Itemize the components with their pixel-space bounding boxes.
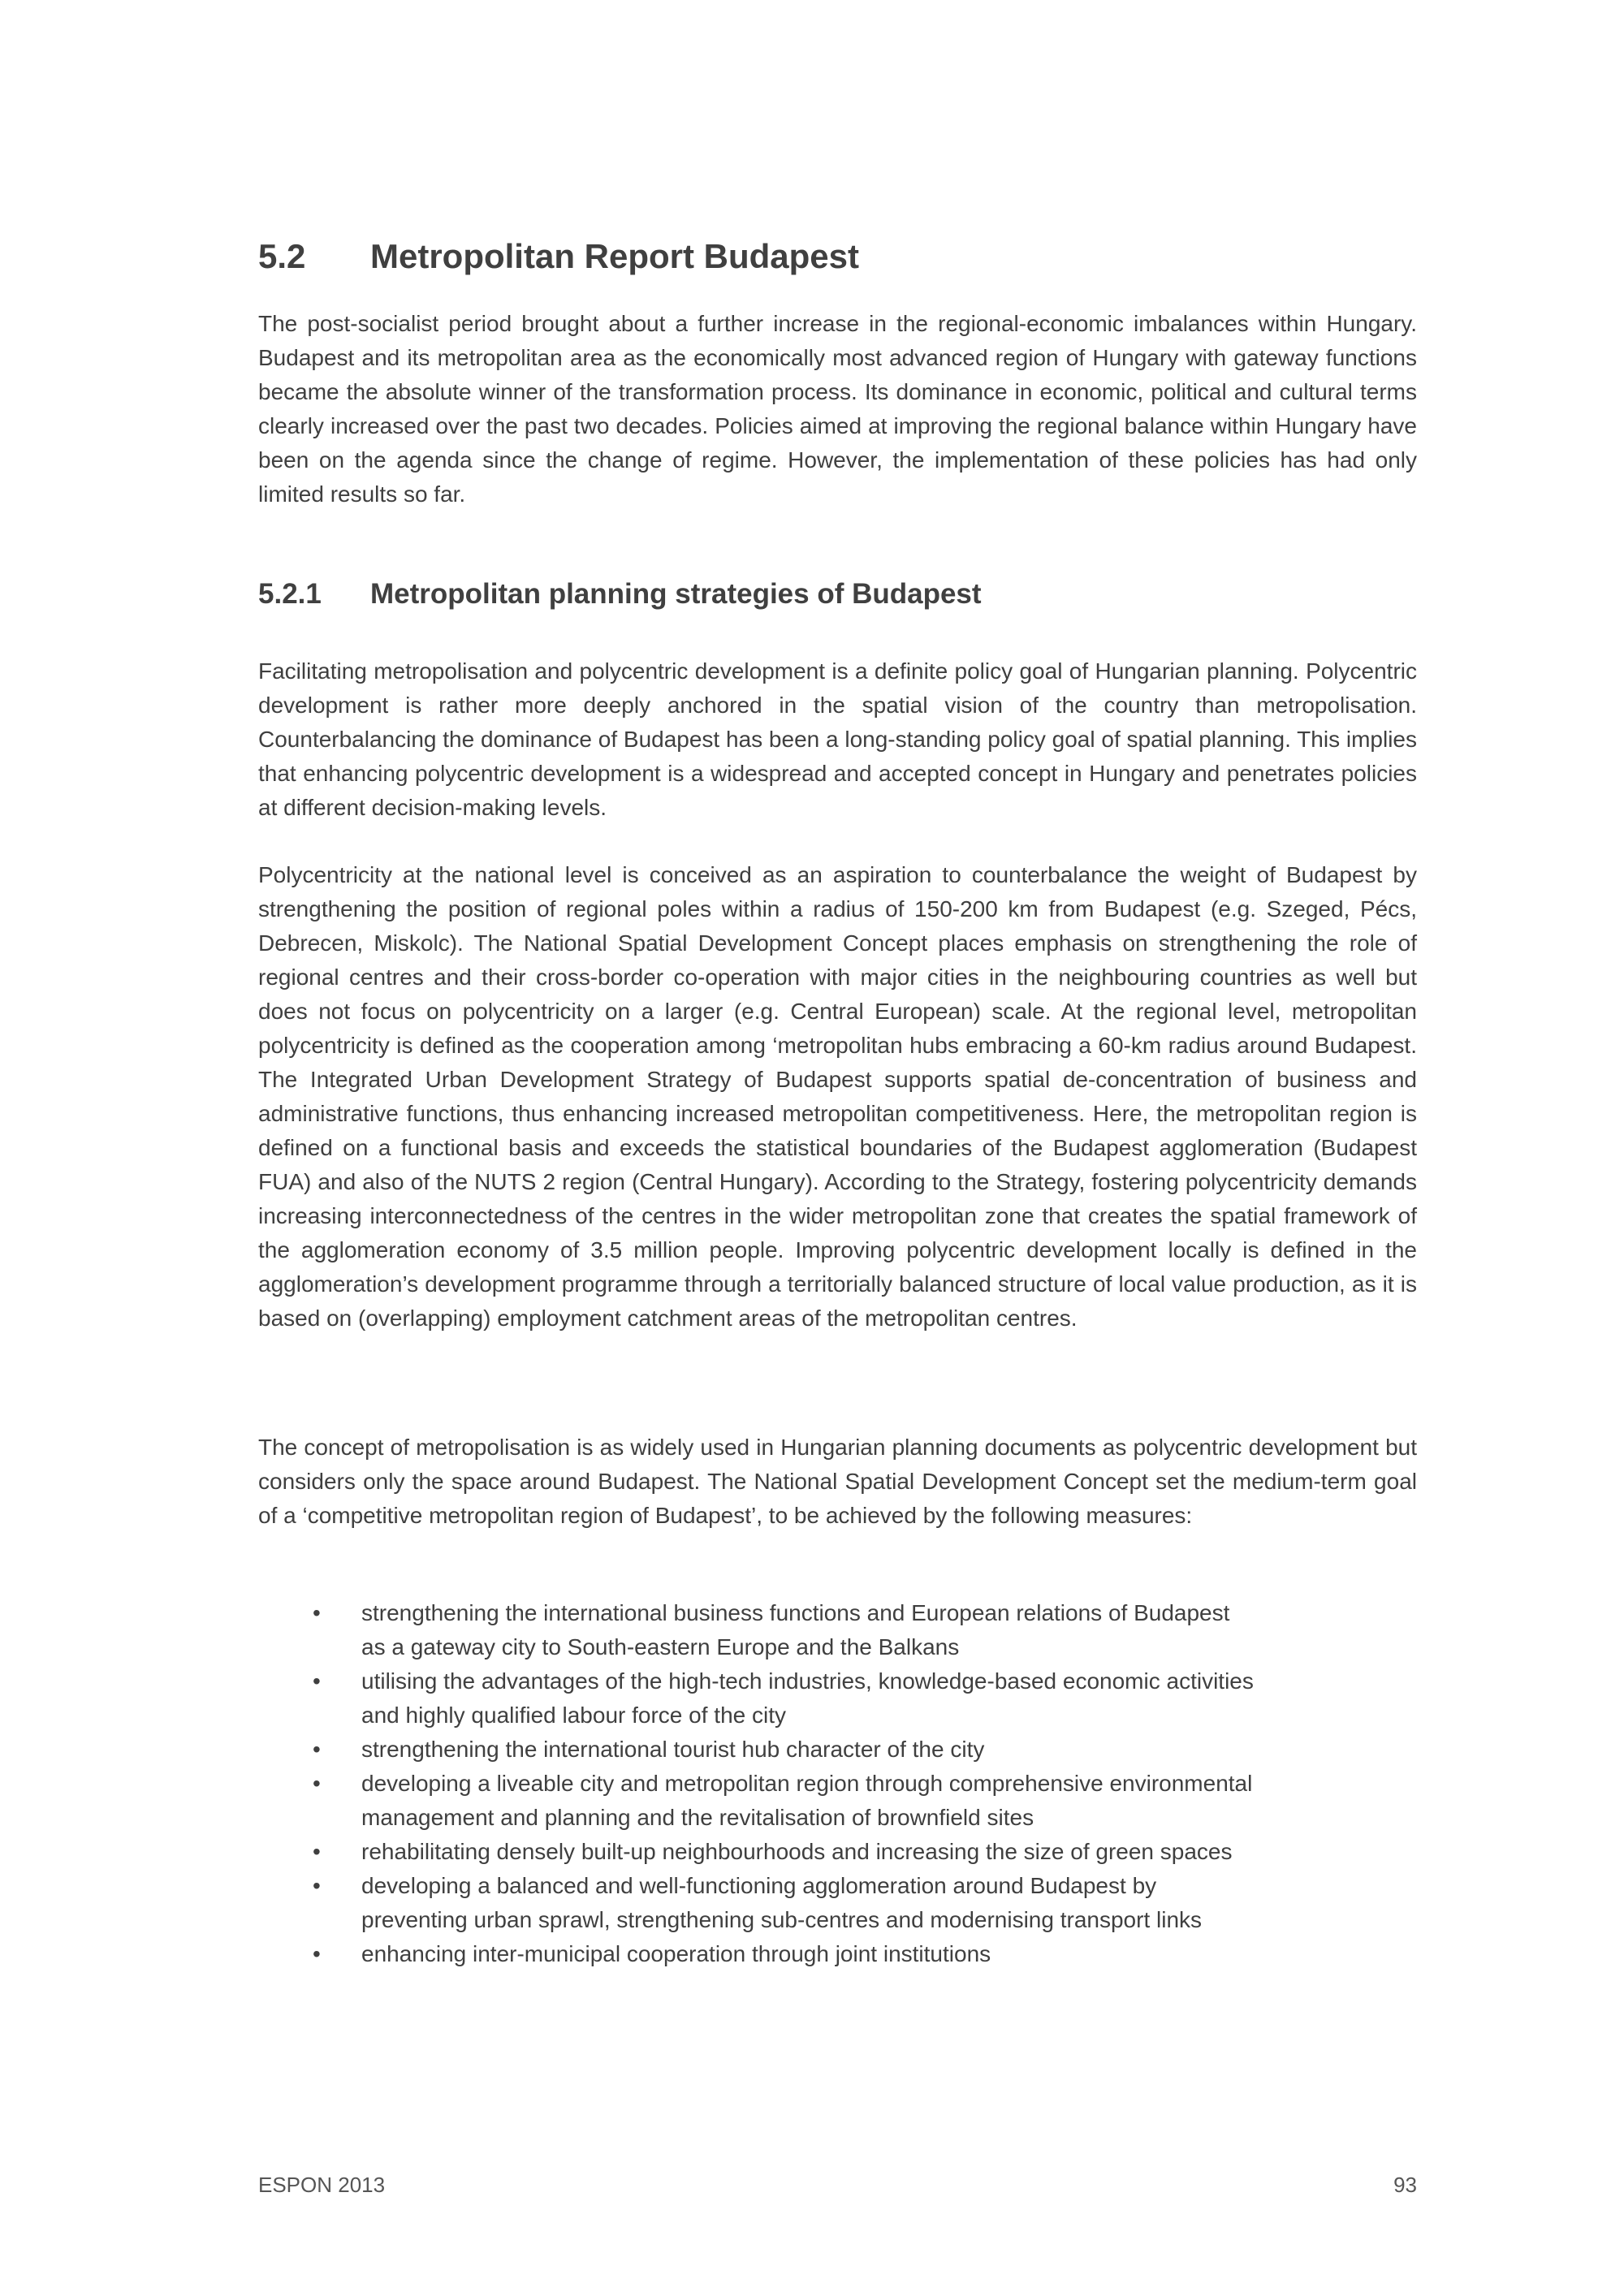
paragraph: Polycentricity at the national level is conceived as an aspiration to counterbalance the weight of Budapest by strengthening the position of regional poles within a radius of 150-200 km from Budapest (e.g. Szeged, Pécs, Debrecen, Miskolc). The National Spatial Development Concept places emphasis on strengthening the role of regional centres and their cross-border co-operation with major cities in the neighbouring countries as well but does not focus on polycentricity on a larger (e.g. Central European) scale. At the regional level, metropolitan polycentricity is defined as the cooperation among ‘metropolitan hubs embracing a 60-km radius around Budapest. The Integrated Urban Development Strategy of Budapest supports spatial de-concentration of business and administrative functions, thus enhancing increased metropolitan competitiveness. Here, the metropolitan region is defined on a functional basis and exceeds the statistical boundaries of the Budapest agglomeration (Budapest FUA) and also of the NUTS 2 region (Central Hungary). According to the Strategy, fostering polycentricity demands increasing interconnectedness of the centres in the wider metropolitan zone that creates the spatial framework of the agglomeration economy of 3.5 million people. Improving polycentric development locally is defined in the agglomeration’s development programme through a territorially balanced structure of local value production, as it is based on (overlapping) employment catchment areas of the metropolitan centres. xyxy=(258,862,1417,1331)
list-item xyxy=(313,1937,1417,1971)
section-title: Metropolitan Report Budapest xyxy=(370,237,860,275)
list-item xyxy=(313,1835,1417,1869)
bullet-icon: • xyxy=(313,1839,321,1864)
footer-publisher: ESPON 2013 xyxy=(258,2173,386,2197)
list-item-text: strengthening the international business functions and European relations of Budapest xyxy=(361,1600,1230,1625)
bullet-icon: • xyxy=(313,1668,321,1694)
list-item-text: rehabilitating densely built-up neighbourhoods and increasing the size of green spaces xyxy=(361,1839,1233,1864)
list-item-text: and highly qualified labour force of the city xyxy=(361,1703,786,1728)
list-item-text: utilising the advantages of the high-tech industries, knowledge-based economic activities xyxy=(361,1668,1254,1694)
section-heading xyxy=(258,237,859,276)
paragraph: Facilitating metropolisation and polycentric development is a definite policy goal of Hungarian planning. Polycentric development is rather more deeply anchored in the spatial vision of the country than metropolisation. Counterbalancing the dominance of Budapest has been a long-standing policy goal of spatial planning. This implies that enhancing polycentric development is a widespread and accepted concept in Hungary and penetrates policies at different decision-making levels. xyxy=(258,658,1417,820)
intro-paragraph: The post-socialist period brought about a further increase in the regional-economic imbalances within Hungary. Budapest and its metropolitan area as the economically most advanced region of Hungary with gateway functions became the absolute winner of the transformation process. Its dominance in economic, political and cultural terms clearly increased over the past two decades. Policies aimed at improving the regional balance within Hungary have been on the agenda since the change of regime. However, the implementation of these policies has had only limited results so far. xyxy=(258,311,1417,507)
list-item-text: enhancing inter-municipal cooperation through joint institutions xyxy=(361,1941,991,1966)
list-item xyxy=(313,1733,1417,1767)
measures-list xyxy=(313,1596,1417,1971)
bullet-icon: • xyxy=(313,1873,321,1898)
bullet-icon: • xyxy=(313,1600,321,1625)
subsection-title: Metropolitan planning strategies of Budapest xyxy=(370,578,982,610)
list-item xyxy=(313,1869,1417,1937)
list-item-text: developing a liveable city and metropolitan region through comprehensive environmental xyxy=(361,1771,1253,1796)
subsection-number: 5.2.1 xyxy=(258,578,322,610)
bullet-icon: • xyxy=(313,1771,321,1796)
subsection-heading xyxy=(258,578,982,611)
list-item-text: developing a balanced and well-functioning agglomeration around Budapest by xyxy=(361,1873,1157,1898)
list-item xyxy=(313,1596,1417,1664)
list-item-text: as a gateway city to South-eastern Europe and the Balkans xyxy=(361,1634,960,1659)
list-item-text: management and planning and the revitalisation of brownfield sites xyxy=(361,1805,1034,1830)
list-item-text: preventing urban sprawl, strengthening sub-centres and modernising transport links xyxy=(361,1907,1203,1932)
list-item-text: strengthening the international tourist hub character of the city xyxy=(361,1737,985,1762)
section-number: 5.2 xyxy=(258,237,306,275)
page-number: 93 xyxy=(1393,2173,1417,2197)
bullet-icon: • xyxy=(313,1737,321,1762)
list-item xyxy=(313,1664,1417,1733)
paragraph: The concept of metropolisation is as widely used in Hungarian planning documents as polycentric development but considers only the space around Budapest. The National Spatial Development Concept set the medium-term goal of a ‘competitive metropolitan region of Budapest’, to be achieved by the following measures: xyxy=(258,1435,1417,1528)
list-item xyxy=(313,1767,1417,1835)
bullet-icon: • xyxy=(313,1941,321,1966)
